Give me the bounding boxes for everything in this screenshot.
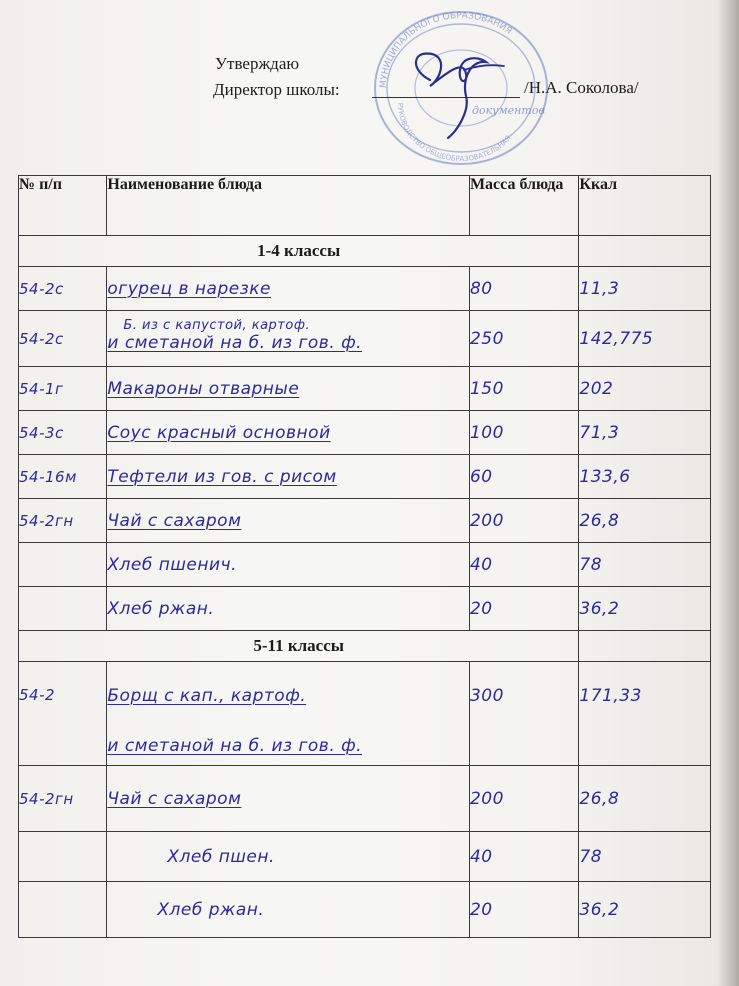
table-row xyxy=(19,882,711,938)
row-code: 54-1г xyxy=(19,367,107,411)
row-kcal: 26,8 xyxy=(579,499,711,543)
row-name: Чай с сахаром xyxy=(107,766,470,832)
row-code xyxy=(19,882,107,938)
stamp-ring-text: МУНИЦИПАЛЬНОГО ОБРАЗОВАНИЯ xyxy=(378,10,514,89)
header-num: № п/п xyxy=(19,176,107,236)
row-kcal: 71,3 xyxy=(579,411,711,455)
row-kcal: 202 xyxy=(579,367,711,411)
row-mass: 80 xyxy=(469,267,578,311)
row-kcal: 133,6 xyxy=(579,455,711,499)
row-name: Соус красный основной xyxy=(107,411,470,455)
section-title: 1-4 классы xyxy=(19,236,579,267)
table-header-row xyxy=(19,176,711,236)
table-row xyxy=(19,832,711,882)
approve-label: Утверждаю xyxy=(215,54,300,73)
row-name: огурец в нарезке xyxy=(107,267,470,311)
row-code xyxy=(19,832,107,882)
signature-line xyxy=(372,97,520,98)
row-mass: 150 xyxy=(469,367,578,411)
row-name: Хлеб пшен. xyxy=(107,832,470,882)
row-name: и сметаной на б. из гов. ф. xyxy=(107,333,363,353)
row-name-cell xyxy=(107,662,470,766)
header-kcal: Ккал xyxy=(579,176,711,236)
row-kcal: 36,2 xyxy=(579,882,711,938)
section-empty-cell xyxy=(579,631,711,662)
table-row xyxy=(19,367,711,411)
stamp-inner-text: РУКОВОДСТВО ОБЩЕОБРАЗОВАТЕЛЬНАЯ xyxy=(395,102,513,164)
row-name-cell xyxy=(107,311,470,367)
director-signature xyxy=(400,40,510,140)
row-name: Борщ с кап., картоф. xyxy=(107,686,307,706)
approval-block xyxy=(213,52,340,99)
page-shadow xyxy=(717,0,739,986)
row-kcal: 11,3 xyxy=(579,267,711,311)
table-row xyxy=(19,766,711,832)
row-mass: 250 xyxy=(469,311,578,367)
row-name: Тефтели из гов. с рисом xyxy=(107,455,470,499)
header-mass: Масса блюда xyxy=(469,176,578,236)
row-code xyxy=(19,587,107,631)
stamp-center-text: документов xyxy=(472,104,545,117)
row-mass: 200 xyxy=(469,766,578,832)
table-row xyxy=(19,499,711,543)
header-name: Наименование блюда xyxy=(107,176,470,236)
table-row xyxy=(19,455,711,499)
table-row xyxy=(19,411,711,455)
director-name: /Н.А. Соколова/ xyxy=(524,78,639,97)
section-empty-cell xyxy=(579,236,711,267)
row-name: Макароны отварные xyxy=(107,367,470,411)
section-title: 5-11 классы xyxy=(19,631,579,662)
row-mass: 20 xyxy=(469,587,578,631)
row-kcal: 171,33 xyxy=(579,662,711,766)
row-name-continued: и сметаной на б. из гов. ф. xyxy=(107,736,363,756)
row-name: Чай с сахаром xyxy=(107,499,470,543)
director-label: Директор школы: xyxy=(213,80,340,99)
table-row xyxy=(19,662,711,766)
table-row xyxy=(19,543,711,587)
row-code: 54-3с xyxy=(19,411,107,455)
row-mass: 200 xyxy=(469,499,578,543)
row-name-prefix: Б. из с капустой, картоф. xyxy=(123,318,311,333)
table-row xyxy=(19,267,711,311)
row-mass: 40 xyxy=(469,832,578,882)
row-code: 54-2с xyxy=(19,311,107,367)
row-code: 54-2гн xyxy=(19,766,107,832)
row-kcal: 142,775 xyxy=(579,311,711,367)
row-mass: 40 xyxy=(469,543,578,587)
row-kcal: 78 xyxy=(579,543,711,587)
row-name: Хлеб пшенич. xyxy=(107,543,470,587)
row-code: 54-16м xyxy=(19,455,107,499)
row-mass: 60 xyxy=(469,455,578,499)
row-kcal: 78 xyxy=(579,832,711,882)
table-row xyxy=(19,587,711,631)
menu-table xyxy=(18,175,711,938)
row-mass: 20 xyxy=(469,882,578,938)
row-mass: 300 xyxy=(469,662,578,766)
row-kcal: 36,2 xyxy=(579,587,711,631)
row-code: 54-2 xyxy=(19,662,107,766)
section-row xyxy=(19,631,711,662)
row-mass: 100 xyxy=(469,411,578,455)
row-code: 54-2гн xyxy=(19,499,107,543)
row-code: 54-2с xyxy=(19,267,107,311)
row-code xyxy=(19,543,107,587)
row-name: Хлеб ржан. xyxy=(107,587,470,631)
row-kcal: 26,8 xyxy=(579,766,711,832)
table-row xyxy=(19,311,711,367)
section-row xyxy=(19,236,711,267)
row-name: Хлеб ржан. xyxy=(107,882,470,938)
